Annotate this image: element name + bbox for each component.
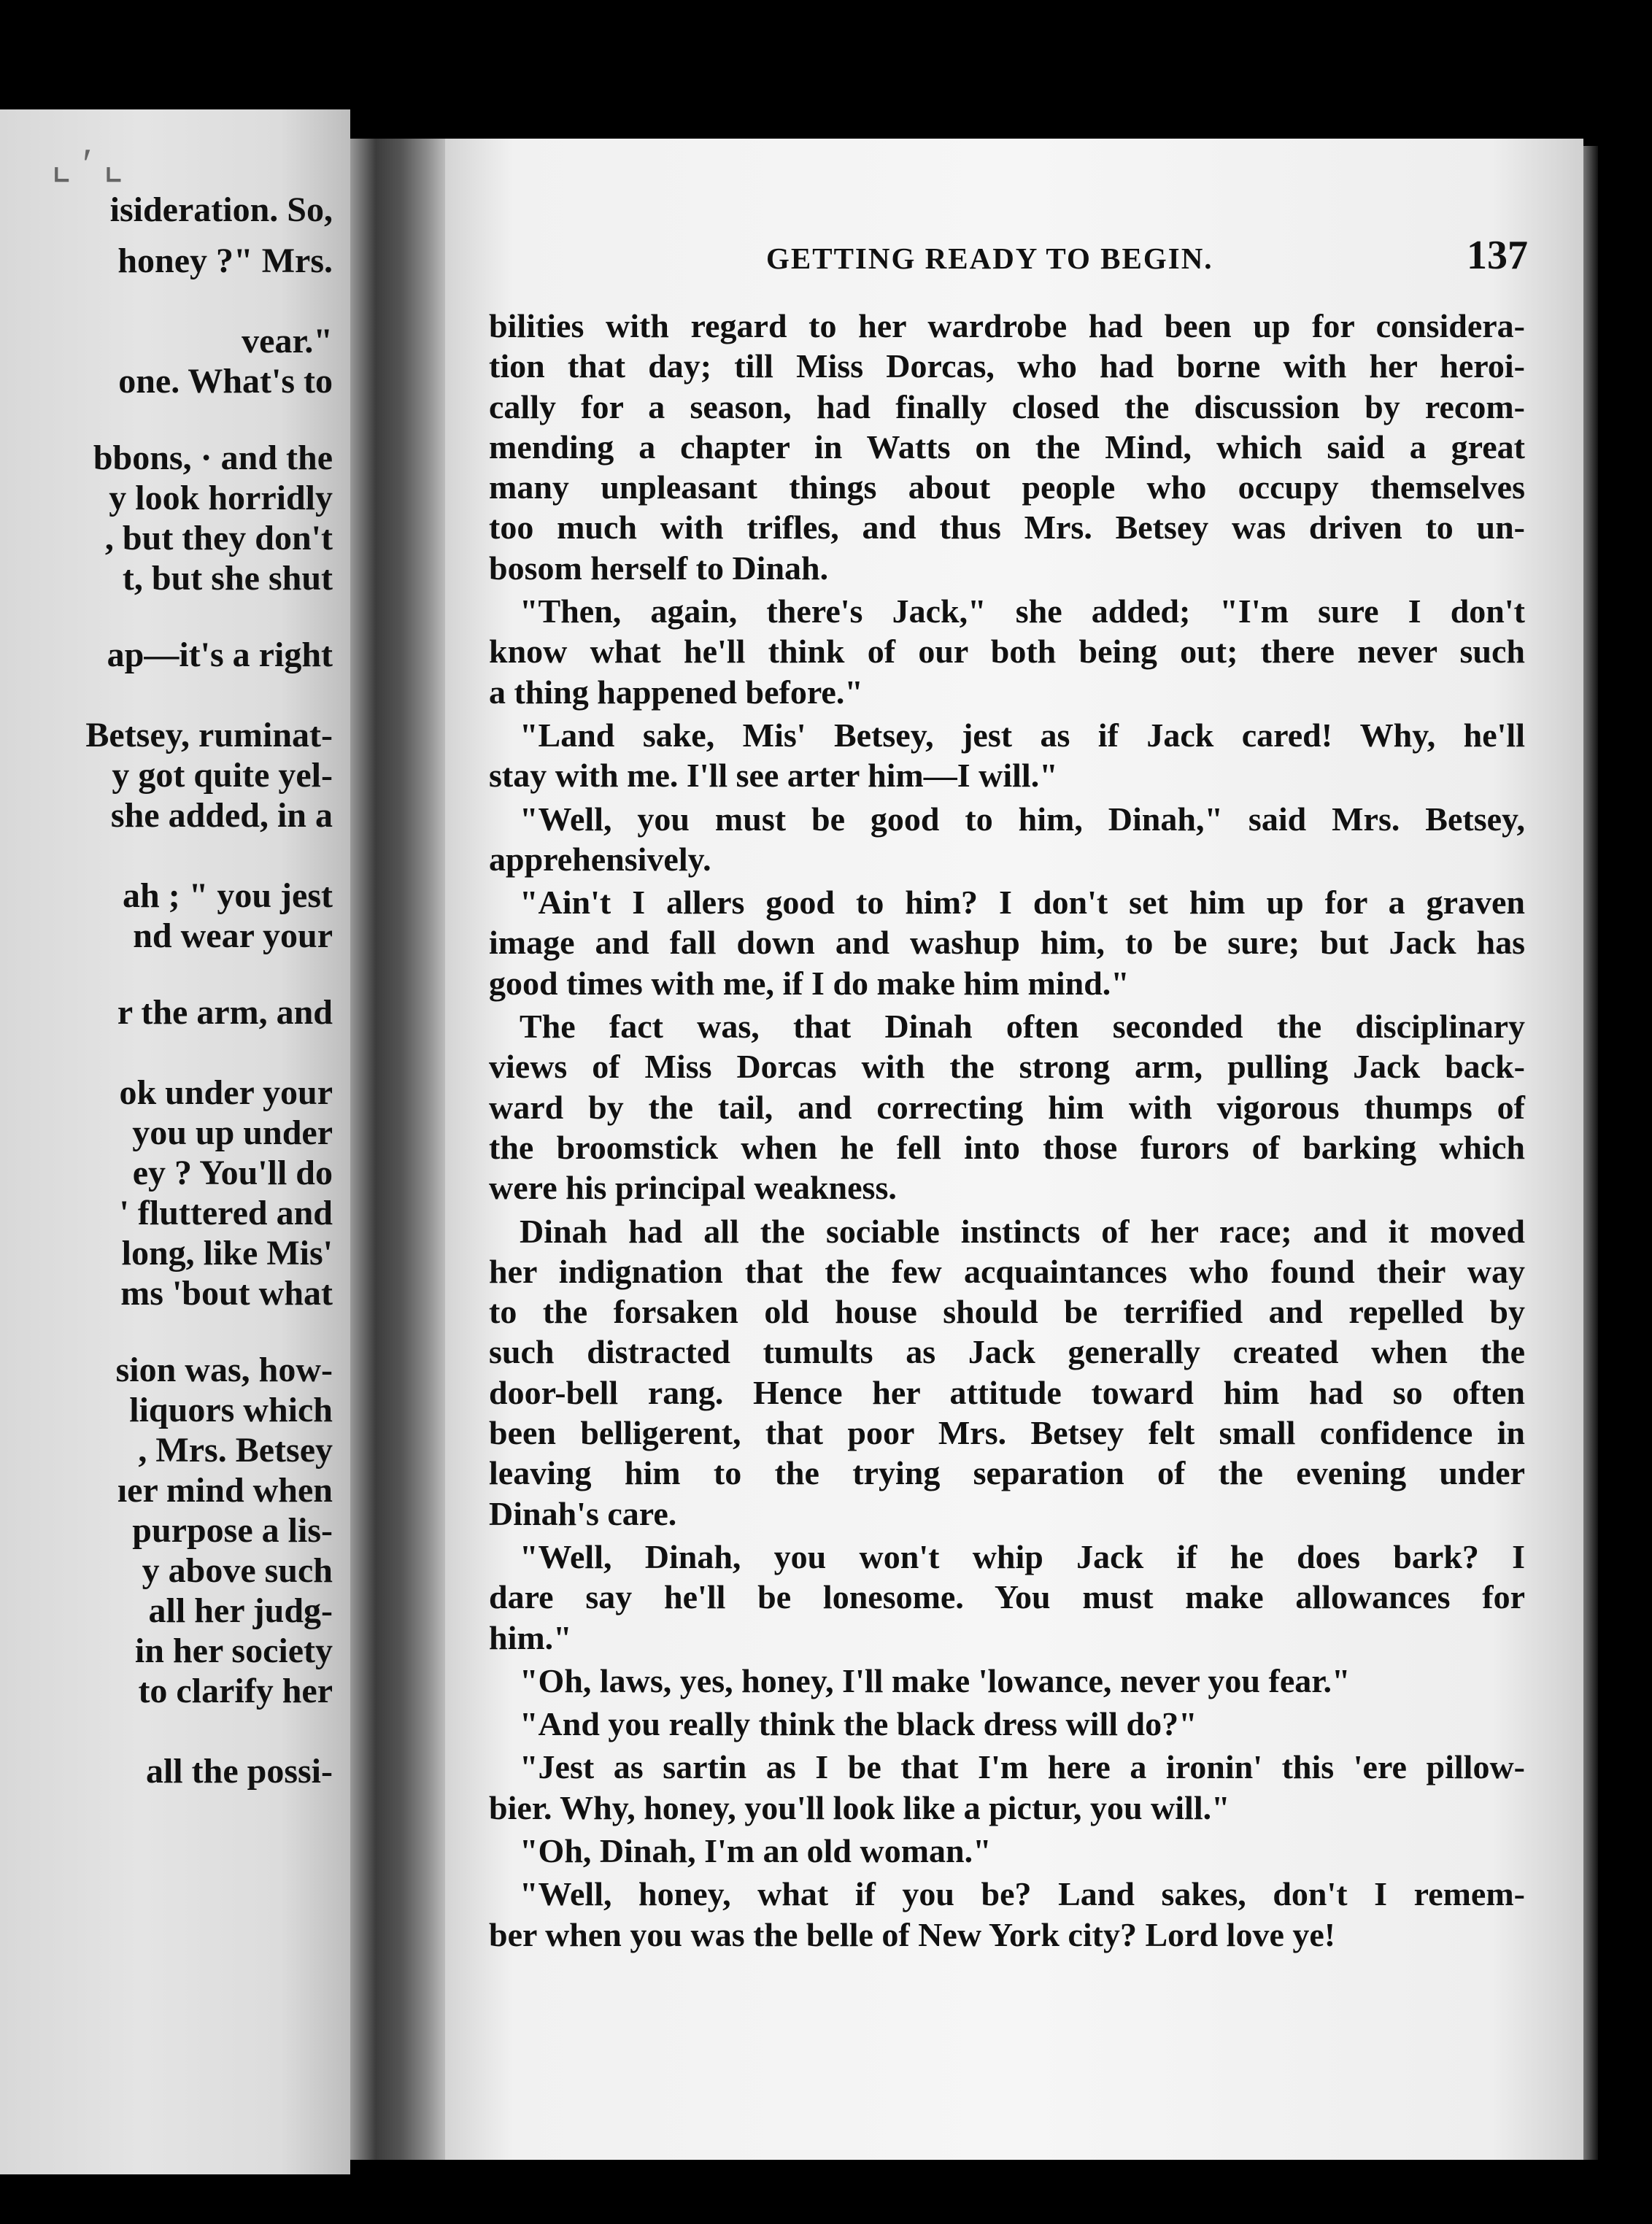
left-line: y above such xyxy=(142,1551,333,1590)
text-line: "Well, you must be good to him, Dinah," said Mrs. Betsey, xyxy=(520,800,1525,838)
text-line: views of Miss Dorcas with the strong arm, pulling Jack back- xyxy=(489,1048,1525,1086)
left-line: , but they don't xyxy=(104,519,333,557)
text-line: stay with me. I'll see arter him—I will." xyxy=(489,757,1058,795)
text-line: The fact was, that Dinah often seconded the disciplinary xyxy=(520,1008,1525,1046)
left-line: r the arm, and xyxy=(117,993,333,1032)
left-line: nd wear your xyxy=(133,916,333,955)
left-line: bbons, · and the xyxy=(93,439,333,477)
paragraph xyxy=(489,1006,1525,1208)
left-line: to clarify her xyxy=(138,1672,333,1710)
text-line: "Jest as sartin as I be that I'm here a ironin' this 'ere pillow- xyxy=(520,1748,1525,1786)
text-line: door-bell rang. Hence her attitude toward him had so often xyxy=(489,1373,1525,1411)
text-line: "And you really think the black dress will do?" xyxy=(520,1705,1197,1743)
text-line: dare say he'll be lonesome. You must make allowances for xyxy=(489,1578,1525,1616)
left-line: in her society xyxy=(134,1632,333,1670)
left-line: ok under your xyxy=(119,1073,333,1112)
paragraph xyxy=(489,1704,1525,1744)
left-line: t, but she shut xyxy=(122,559,333,598)
left-line: long, like Mis' xyxy=(121,1234,333,1273)
left-line: ıer mind when xyxy=(117,1471,333,1510)
text-line: tion that day; till Miss Dorcas, who had borne with her heroi- xyxy=(489,347,1525,385)
paragraph xyxy=(489,715,1525,796)
left-line: y got quite yel- xyxy=(112,756,333,795)
page-edge-shadow xyxy=(1583,146,1598,2160)
text-line: know what he'll think of our both being out; there never such xyxy=(489,633,1525,671)
left-line: ' fluttered and xyxy=(119,1194,333,1232)
text-line: her indignation that the few acquaintances who found their way xyxy=(489,1252,1525,1290)
text-line: many unpleasant things about people who occupy themselves xyxy=(489,468,1525,506)
left-line: isideration. So, xyxy=(109,190,333,229)
left-line: all the possi- xyxy=(145,1752,333,1791)
text-line: "Land sake, Mis' Betsey, jest as if Jack cared! Why, he'll xyxy=(520,716,1525,754)
left-line: ey ? You'll do xyxy=(132,1154,333,1192)
left-page xyxy=(0,109,350,2174)
text-line: such distracted tumults as Jack generally created when the xyxy=(489,1333,1525,1371)
text-line: him." xyxy=(489,1618,572,1656)
left-line: honey ?" Mrs. xyxy=(117,242,333,280)
text-line: bilities with regard to her wardrobe had been up for considera- xyxy=(489,307,1525,344)
left-line: purpose a lis- xyxy=(132,1511,333,1550)
running-head: GETTING READY TO BEGIN. xyxy=(766,242,1213,275)
text-line: "Oh, Dinah, I'm an old woman." xyxy=(520,1831,992,1869)
margin-scribble: ⌞ ′ ⌞ xyxy=(51,140,124,188)
left-line: one. What's to xyxy=(118,362,333,401)
text-line: Dinah's care. xyxy=(489,1494,677,1532)
text-line: Dinah had all the sociable instincts of her race; and it moved xyxy=(520,1212,1525,1250)
paragraph xyxy=(489,1874,1525,1955)
left-line: ah ; " you jest xyxy=(123,876,333,915)
text-line: ber when you was the belle of New York city? Lord love ye! xyxy=(489,1915,1336,1953)
left-line: ap—it's a right xyxy=(107,636,333,674)
text-line: apprehensively. xyxy=(489,840,711,878)
text-line: "Ain't I allers good to him? I don't set him up for a graven xyxy=(520,884,1525,922)
book-gutter xyxy=(350,139,452,2160)
text-line: "Well, Dinah, you won't whip Jack if he does bark? I xyxy=(520,1537,1525,1575)
left-line: all her judg- xyxy=(148,1591,333,1630)
left-line: liquors which xyxy=(129,1391,333,1429)
text-line: mending a chapter in Watts on the Mind, which said a great xyxy=(489,428,1525,466)
paragraph xyxy=(489,1211,1525,1534)
paragraph xyxy=(489,306,1525,588)
body-text xyxy=(489,303,1525,1955)
paragraph xyxy=(489,1747,1525,1828)
text-line: "Well, honey, what if you be? Land sakes, don't I remem- xyxy=(520,1875,1525,1913)
paragraph xyxy=(489,1831,1525,1871)
text-line: too much with trifles, and thus Mrs. Betsey was driven to un- xyxy=(489,509,1525,547)
right-page xyxy=(445,139,1583,2160)
text-line: to the forsaken old house should be terrified and repelled by xyxy=(489,1293,1525,1331)
text-line: ward by the tail, and correcting him with vigorous thumps of xyxy=(489,1088,1525,1126)
left-line: vear." xyxy=(242,322,333,360)
text-line: leaving him to the trying separation of the evening under xyxy=(489,1454,1525,1492)
left-line: , Mrs. Betsey xyxy=(138,1431,333,1470)
text-line: been belligerent, that poor Mrs. Betsey felt small confidence in xyxy=(489,1414,1525,1452)
text-line: bosom herself to Dinah. xyxy=(489,549,829,587)
text-line: "Then, again, there's Jack," she added; "I'm sure I don't xyxy=(520,592,1525,630)
text-line: good times with me, if I do make him mind." xyxy=(489,964,1130,1002)
left-line: sion was, how- xyxy=(115,1351,333,1389)
text-line: image and fall down and washup him, to be sure; but Jack has xyxy=(489,924,1525,962)
paragraph xyxy=(489,1661,1525,1701)
left-line: ms 'bout what xyxy=(120,1274,333,1313)
left-line: you up under xyxy=(132,1113,333,1152)
left-line: she added, in a xyxy=(110,796,333,835)
text-line: bier. Why, honey, you'll look like a pictur, you will." xyxy=(489,1788,1230,1826)
paragraph xyxy=(489,591,1525,712)
text-line: were his principal weakness. xyxy=(489,1169,897,1207)
paragraph xyxy=(489,882,1525,1003)
left-line: Betsey, ruminat- xyxy=(85,716,333,754)
text-line: a thing happened before." xyxy=(489,673,863,711)
page-number: 137 xyxy=(1467,233,1528,278)
text-line: cally for a season, had finally closed the discussion by recom- xyxy=(489,387,1525,425)
paragraph xyxy=(489,799,1525,880)
text-line: the broomstick when he fell into those furors of barking which xyxy=(489,1128,1525,1166)
left-line: y look horridly xyxy=(109,479,333,517)
text-line: "Oh, laws, yes, honey, I'll make 'lowance, never you fear." xyxy=(520,1661,1351,1699)
paragraph xyxy=(489,1537,1525,1658)
